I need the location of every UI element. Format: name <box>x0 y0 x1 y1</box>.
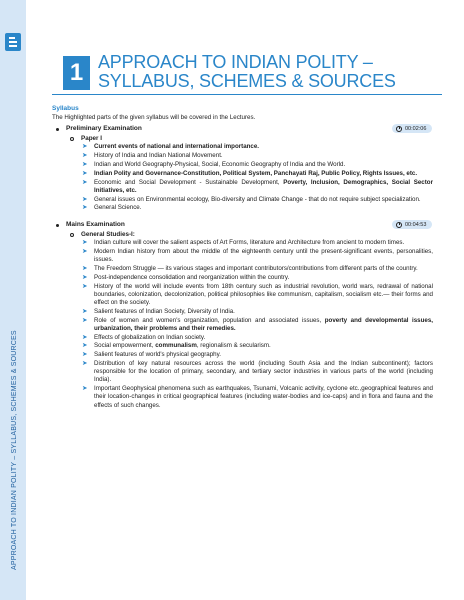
topic-text-pre: Distribution of key natural resources across the world (including South Asia and the Indian subcontinent); factors responsible for the location of primary, secondary, and tertiary sector industries in various parts of the world (including India). <box>94 359 433 384</box>
clock-icon <box>396 126 402 132</box>
general-studies-label: General Studies-I: <box>81 231 135 239</box>
chapter-number: 1 <box>63 56 90 90</box>
topic-item <box>52 351 437 359</box>
prelims-section <box>52 124 437 212</box>
topic-text-pre: Role of women and women's organization, population and associated issues, <box>94 316 325 324</box>
topic-text-pre: The Freedom Struggle — its various stages and important contributors/contributions from different parts of the country. <box>94 264 418 272</box>
arrow-bullet-icon: ➤ <box>82 143 88 151</box>
arrow-bullet-icon: ➤ <box>82 152 88 160</box>
general-studies-heading <box>52 230 437 239</box>
topic-text-pre: Social empowerment, <box>94 342 156 350</box>
topic-text-pre: Effects of globalization on Indian society. <box>94 333 206 341</box>
topic-item <box>52 170 437 178</box>
topic-item <box>52 385 437 410</box>
vertical-title-text: APPROACH TO INDIAN POLITY – SYLLABUS, SCHEMES & SOURCES <box>11 330 18 570</box>
topic-text-bold: communalism <box>155 342 197 350</box>
topic-text-pre: Important Geophysical phenomena such as earthquakes, Tsunami, Volcanic activity, cyclone etc.,geographical features and their location-changes in critical geographical features (including water-bodies and ice-caps) and in flora and fauna and the effects of such changes. <box>94 385 433 409</box>
topic-item <box>52 265 437 273</box>
paper-heading <box>52 134 437 143</box>
arrow-bullet-icon: ➤ <box>82 282 88 290</box>
arrow-bullet-icon: ➤ <box>82 264 88 272</box>
topic-item <box>52 161 437 169</box>
topic-text-bold: Current events of national and international importance. <box>94 143 260 151</box>
syllabus-intro: The Highlighted parts of the given syllabus will be covered in the Lectures. <box>52 114 256 122</box>
chapter-title: APPROACH TO INDIAN POLITY – SYLLABUS, SCHEMES & SOURCES <box>98 52 396 91</box>
topic-text-pre: Indian and World Geography-Physical, Social, Economic Geography of India and the World. <box>94 161 346 168</box>
topic-text-pre: General issues on Environmental ecology, Bio-diversity and Climate Change - that do not require subject specialization. <box>94 195 421 203</box>
topic-item <box>52 360 437 385</box>
topic-text-pre: Indian culture will cover the salient aspects of Art Forms, literature and Architecture from ancient to modern times. <box>94 239 405 247</box>
paper-label: Paper I <box>81 135 102 143</box>
topic-text-pre: General Science. <box>94 204 142 212</box>
arrow-bullet-icon: ➤ <box>82 273 88 281</box>
vertical-chapter-title <box>6 330 18 570</box>
arrow-bullet-icon: ➤ <box>82 239 88 247</box>
arrow-bullet-icon: ➤ <box>82 307 88 315</box>
topic-item <box>52 239 437 247</box>
prelims-topic-list <box>52 143 437 212</box>
arrow-bullet-icon: ➤ <box>82 161 88 168</box>
arrow-bullet-icon: ➤ <box>82 247 88 255</box>
arrow-bullet-icon: ➤ <box>82 195 88 203</box>
circle-bullet-icon <box>70 137 74 141</box>
syllabus-heading: Syllabus <box>52 105 79 112</box>
topic-text-pre: History of the world will include events from 18th century such as industrial revolution, world wars, redrawal of national boundaries, colonization, decolonization, political philosophies like communism, capitalism, socialism etc.— their forms and effect on the society. <box>94 282 433 306</box>
topic-item <box>52 204 437 212</box>
topic-text-pre: Economic and Social Development - Sustainable Development, <box>94 178 284 186</box>
timestamp-text: 00:04:53 <box>405 221 427 228</box>
clock-icon <box>396 222 402 228</box>
video-timestamp-badge[interactable] <box>392 124 432 133</box>
topic-item <box>52 196 437 204</box>
arrow-bullet-icon: ➤ <box>82 204 88 212</box>
arrow-bullet-icon: ➤ <box>82 316 88 324</box>
topic-text-pre: Post-independence consolidation and reorganization within the country. <box>94 273 290 281</box>
video-timestamp-badge[interactable] <box>392 220 432 229</box>
topic-item <box>52 152 437 160</box>
topic-text-pre: Salient features of Indian Society, Diversity of India. <box>94 307 235 315</box>
topic-text-post: , regionalism & secularism. <box>196 342 271 350</box>
bullet-icon <box>56 128 59 131</box>
arrow-bullet-icon: ➤ <box>82 169 88 177</box>
arrow-bullet-icon: ➤ <box>82 178 88 186</box>
topic-item <box>52 143 437 151</box>
title-divider <box>52 94 442 95</box>
timestamp-text: 00:02:06 <box>405 125 427 132</box>
topic-item <box>52 248 437 264</box>
prelims-heading <box>52 124 437 134</box>
mains-label: Mains Examination <box>66 221 125 229</box>
circle-bullet-icon <box>70 233 74 237</box>
mains-heading <box>52 220 437 230</box>
topic-item <box>52 179 437 195</box>
arrow-bullet-icon: ➤ <box>82 359 88 367</box>
book-logo-icon <box>5 33 21 51</box>
arrow-bullet-icon: ➤ <box>82 351 88 359</box>
topic-text-pre: Salient features of world's physical geography. <box>94 351 221 359</box>
topic-text-bold: Indian Polity and Governance-Constitution, Political System, Panchayati Raj, Public Policy, Rights Issues, etc. <box>94 169 418 177</box>
syllabus-content <box>52 105 437 410</box>
topic-item <box>52 283 437 308</box>
topic-text-pre: History of India and Indian National Movement. <box>94 152 223 160</box>
arrow-bullet-icon: ➤ <box>82 342 88 350</box>
topic-item <box>52 308 437 316</box>
topic-item <box>52 334 437 342</box>
mains-topic-list <box>52 239 437 410</box>
topic-item <box>52 274 437 282</box>
topic-item <box>52 342 437 350</box>
prelims-label: Preliminary Examination <box>66 125 142 133</box>
topic-text-bold: Poverty, Inclusion, Demographics, Social Sector Initiatives, etc. <box>94 178 433 194</box>
arrow-bullet-icon: ➤ <box>82 333 88 341</box>
sidebar-strip <box>0 0 26 600</box>
topic-item <box>52 317 437 333</box>
mains-section <box>52 220 437 410</box>
bullet-icon <box>56 224 59 227</box>
arrow-bullet-icon: ➤ <box>82 385 88 393</box>
topic-text-pre: Modern Indian history from about the middle of the eighteenth century until the present-significant events, personalities, issues. <box>94 247 433 264</box>
topic-text-bold: poverty and developmental issues, urbanization, their problems and their remedies. <box>94 316 433 332</box>
